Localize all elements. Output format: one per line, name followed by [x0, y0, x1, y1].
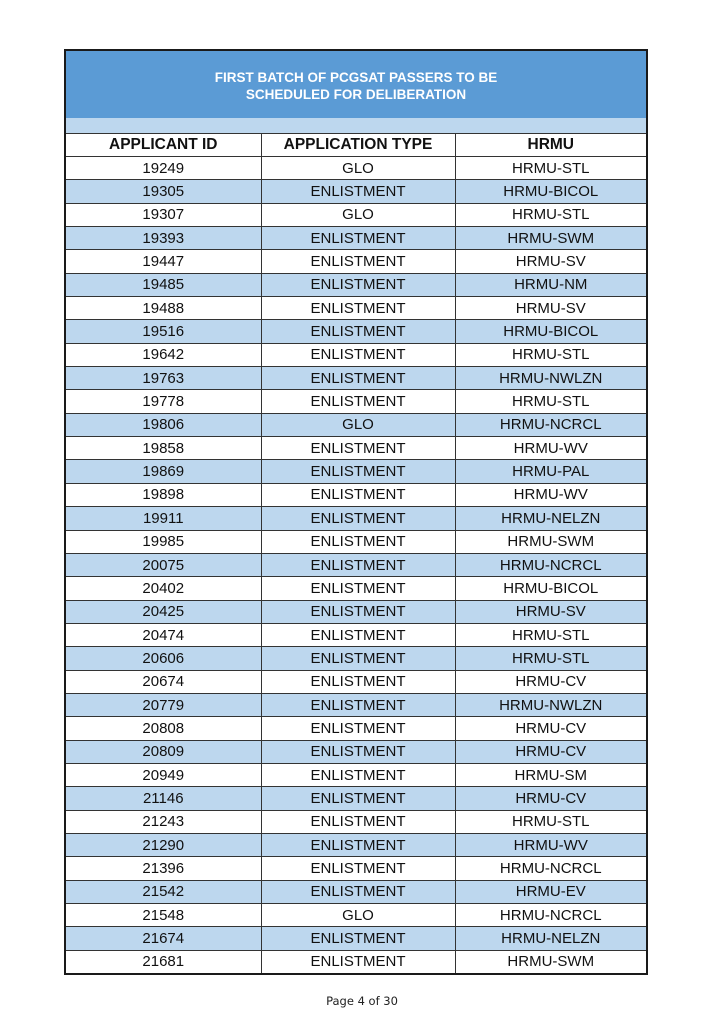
cell-hrmu: HRMU-STL	[455, 203, 646, 226]
cell-applicant-id: 19305	[66, 180, 261, 203]
cell-applicant-id: 19858	[66, 437, 261, 460]
cell-application-type: ENLISTMENT	[261, 507, 455, 530]
table-row	[66, 530, 646, 553]
cell-application-type: ENLISTMENT	[261, 880, 455, 903]
cell-application-type: ENLISTMENT	[261, 553, 455, 576]
cell-hrmu: HRMU-NWLZN	[455, 693, 646, 716]
table-row	[66, 577, 646, 600]
table-row	[66, 880, 646, 903]
cell-applicant-id: 20674	[66, 670, 261, 693]
cell-hrmu: HRMU-NCRCL	[455, 904, 646, 927]
page-number: Page 4 of 30	[326, 994, 398, 1008]
table-row	[66, 670, 646, 693]
cell-applicant-id: 20402	[66, 577, 261, 600]
cell-hrmu: HRMU-CV	[455, 670, 646, 693]
cell-application-type: ENLISTMENT	[261, 577, 455, 600]
cell-applicant-id: 20075	[66, 553, 261, 576]
table-row	[66, 460, 646, 483]
cell-applicant-id: 19393	[66, 227, 261, 250]
cell-application-type: ENLISTMENT	[261, 927, 455, 950]
cell-application-type: GLO	[261, 413, 455, 436]
table-row	[66, 904, 646, 927]
cell-applicant-id: 19778	[66, 390, 261, 413]
cell-applicant-id: 20808	[66, 717, 261, 740]
cell-application-type: ENLISTMENT	[261, 717, 455, 740]
cell-application-type: ENLISTMENT	[261, 320, 455, 343]
cell-application-type: ENLISTMENT	[261, 437, 455, 460]
cell-hrmu: HRMU-CV	[455, 717, 646, 740]
cell-hrmu: HRMU-STL	[455, 647, 646, 670]
table-row	[66, 507, 646, 530]
table-row	[66, 273, 646, 296]
cell-hrmu: HRMU-NCRCL	[455, 553, 646, 576]
cell-application-type: ENLISTMENT	[261, 670, 455, 693]
cell-application-type: ENLISTMENT	[261, 740, 455, 763]
cell-application-type: ENLISTMENT	[261, 950, 455, 973]
cell-application-type: ENLISTMENT	[261, 343, 455, 366]
table-row	[66, 483, 646, 506]
cell-applicant-id: 21243	[66, 810, 261, 833]
cell-applicant-id: 20425	[66, 600, 261, 623]
cell-applicant-id: 19447	[66, 250, 261, 273]
cell-hrmu: HRMU-STL	[455, 157, 646, 180]
cell-hrmu: HRMU-CV	[455, 787, 646, 810]
cell-applicant-id: 21290	[66, 833, 261, 856]
title-separator-strip	[66, 118, 646, 134]
cell-application-type: ENLISTMENT	[261, 833, 455, 856]
cell-applicant-id: 19249	[66, 157, 261, 180]
cell-hrmu: HRMU-NCRCL	[455, 857, 646, 880]
cell-application-type: ENLISTMENT	[261, 227, 455, 250]
cell-applicant-id: 19869	[66, 460, 261, 483]
cell-application-type: ENLISTMENT	[261, 810, 455, 833]
cell-hrmu: HRMU-STL	[455, 390, 646, 413]
column-header-applicant-id: APPLICANT ID	[66, 134, 261, 157]
table-row	[66, 810, 646, 833]
cell-application-type: ENLISTMENT	[261, 483, 455, 506]
table-row	[66, 250, 646, 273]
cell-application-type: ENLISTMENT	[261, 647, 455, 670]
table-row	[66, 600, 646, 623]
column-header-application-type: APPLICATION TYPE	[261, 134, 455, 157]
cell-applicant-id: 19642	[66, 343, 261, 366]
cell-applicant-id: 19911	[66, 507, 261, 530]
cell-hrmu: HRMU-WV	[455, 437, 646, 460]
cell-hrmu: HRMU-WV	[455, 483, 646, 506]
table-row	[66, 203, 646, 226]
cell-hrmu: HRMU-BICOL	[455, 577, 646, 600]
table-title	[66, 51, 646, 118]
cell-hrmu: HRMU-CV	[455, 740, 646, 763]
cell-applicant-id: 19485	[66, 273, 261, 296]
cell-hrmu: HRMU-STL	[455, 343, 646, 366]
cell-hrmu: HRMU-NWLZN	[455, 367, 646, 390]
cell-applicant-id: 19985	[66, 530, 261, 553]
cell-hrmu: HRMU-PAL	[455, 460, 646, 483]
cell-hrmu: HRMU-SV	[455, 297, 646, 320]
cell-application-type: ENLISTMENT	[261, 460, 455, 483]
cell-hrmu: HRMU-NELZN	[455, 927, 646, 950]
cell-hrmu: HRMU-SV	[455, 250, 646, 273]
cell-applicant-id: 21548	[66, 904, 261, 927]
table-row	[66, 693, 646, 716]
cell-applicant-id: 21681	[66, 950, 261, 973]
table-row	[66, 927, 646, 950]
table-row	[66, 833, 646, 856]
cell-hrmu: HRMU-SWM	[455, 530, 646, 553]
cell-application-type: ENLISTMENT	[261, 693, 455, 716]
cell-application-type: ENLISTMENT	[261, 787, 455, 810]
cell-applicant-id: 20779	[66, 693, 261, 716]
table-row	[66, 180, 646, 203]
cell-applicant-id: 19898	[66, 483, 261, 506]
column-header-hrmu: HRMU	[455, 134, 646, 157]
table-title-line-2: SCHEDULED FOR DELIBERATION	[245, 86, 467, 102]
table-row	[66, 857, 646, 880]
cell-hrmu: HRMU-SV	[455, 600, 646, 623]
table-row	[66, 763, 646, 786]
cell-hrmu: HRMU-BICOL	[455, 180, 646, 203]
cell-application-type: ENLISTMENT	[261, 763, 455, 786]
table-row	[66, 553, 646, 576]
cell-application-type: ENLISTMENT	[261, 600, 455, 623]
cell-applicant-id: 19763	[66, 367, 261, 390]
cell-applicant-id: 21396	[66, 857, 261, 880]
cell-hrmu: HRMU-BICOL	[455, 320, 646, 343]
cell-applicant-id: 21542	[66, 880, 261, 903]
table-row	[66, 437, 646, 460]
table-row	[66, 227, 646, 250]
table-row	[66, 343, 646, 366]
table-header-row	[66, 134, 646, 157]
table-row	[66, 717, 646, 740]
table-body	[66, 157, 646, 974]
cell-application-type: ENLISTMENT	[261, 250, 455, 273]
cell-hrmu: HRMU-NELZN	[455, 507, 646, 530]
table-row	[66, 787, 646, 810]
cell-applicant-id: 20809	[66, 740, 261, 763]
cell-application-type: GLO	[261, 904, 455, 927]
table-row	[66, 297, 646, 320]
cell-applicant-id: 20474	[66, 623, 261, 646]
table-title-line-1: FIRST BATCH OF PCGSAT PASSERS TO BE	[214, 69, 498, 85]
cell-applicant-id: 21674	[66, 927, 261, 950]
cell-applicant-id: 20949	[66, 763, 261, 786]
cell-hrmu: HRMU-WV	[455, 833, 646, 856]
table-row	[66, 623, 646, 646]
cell-application-type: ENLISTMENT	[261, 623, 455, 646]
cell-hrmu: HRMU-SM	[455, 763, 646, 786]
table-row	[66, 950, 646, 973]
cell-hrmu: HRMU-NCRCL	[455, 413, 646, 436]
cell-applicant-id: 19806	[66, 413, 261, 436]
passers-table-container	[64, 49, 648, 975]
cell-application-type: GLO	[261, 157, 455, 180]
passers-table	[66, 134, 646, 973]
cell-hrmu: HRMU-STL	[455, 810, 646, 833]
table-row	[66, 647, 646, 670]
table-row	[66, 320, 646, 343]
table-row	[66, 157, 646, 180]
cell-applicant-id: 19516	[66, 320, 261, 343]
cell-hrmu: HRMU-STL	[455, 623, 646, 646]
cell-hrmu: HRMU-EV	[455, 880, 646, 903]
cell-application-type: ENLISTMENT	[261, 297, 455, 320]
cell-hrmu: HRMU-NM	[455, 273, 646, 296]
cell-applicant-id: 19307	[66, 203, 261, 226]
cell-application-type: ENLISTMENT	[261, 530, 455, 553]
table-row	[66, 740, 646, 763]
cell-hrmu: HRMU-SWM	[455, 950, 646, 973]
cell-applicant-id: 19488	[66, 297, 261, 320]
table-row	[66, 413, 646, 436]
cell-hrmu: HRMU-SWM	[455, 227, 646, 250]
table-row	[66, 390, 646, 413]
table-row	[66, 367, 646, 390]
cell-application-type: GLO	[261, 203, 455, 226]
cell-application-type: ENLISTMENT	[261, 367, 455, 390]
cell-applicant-id: 20606	[66, 647, 261, 670]
cell-application-type: ENLISTMENT	[261, 273, 455, 296]
cell-application-type: ENLISTMENT	[261, 390, 455, 413]
cell-application-type: ENLISTMENT	[261, 180, 455, 203]
cell-application-type: ENLISTMENT	[261, 857, 455, 880]
cell-applicant-id: 21146	[66, 787, 261, 810]
